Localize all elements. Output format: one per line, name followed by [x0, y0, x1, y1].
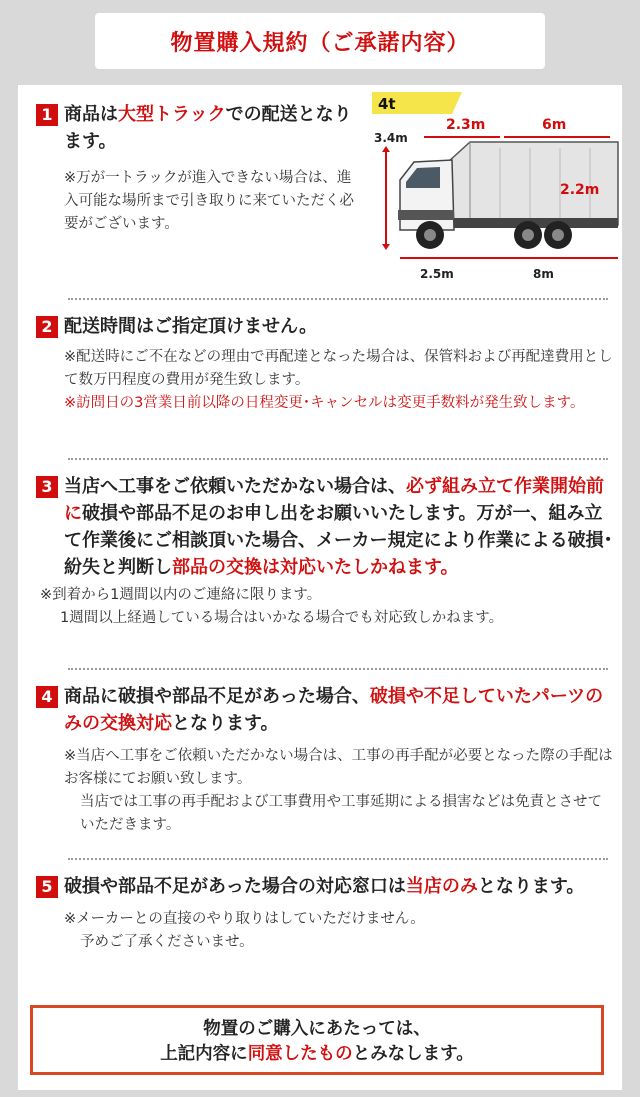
section-5-note-2: 予めご了承くださいませ。: [80, 934, 254, 950]
section-5-note-1: ※メーカーとの直接のやり取りはしていただけません。: [64, 911, 425, 927]
section-number-badge: 3: [36, 476, 58, 498]
truck-height-label: 3.4m: [374, 131, 408, 145]
divider: [68, 298, 608, 300]
section-1: [36, 101, 356, 236]
section-5: [36, 873, 616, 954]
cargo-height-label: 2.2m: [560, 182, 600, 198]
section-5-heading: 5 破損や部品不足があった場合の対応窓口は当店のみとなります。: [36, 873, 616, 900]
cargo-length-label: 6m: [542, 117, 567, 133]
section-2-note-2: ※訪問日の3営業日前以降の日程変更･キャンセルは変更手数料が発生致します。: [64, 395, 585, 411]
section-4-heading: 4 商品に破損や部品不足があった場合、破損や不足していたパーツのみの交換対応となります。: [36, 683, 616, 737]
section-2-note-1: ※配送時にご不在などの理由で再配達となった場合は、保管料および再配達費用として数万円程度の費用が発生致します。: [64, 349, 613, 388]
agreement-line-1: 物置のご購入にあたっては、: [203, 1019, 431, 1039]
section-1-note: ※万が一トラックが進入できない場合は、進入可能な場所まで引き取りに来ていただく必要がございます。: [64, 170, 354, 232]
section-4: [36, 683, 616, 837]
section-4-note-1: ※当店へ工事をご依頼いただかない場合は、工事の再手配が必要となった際の手配はお客様にてお願い致します。: [64, 748, 613, 787]
section-3-note-2: 1週間以上経過している場合はいかなる場合でも対応致しかねます。: [60, 610, 504, 626]
section-4-note-2: 当店では工事の再手配および工事費用や工事延期による損害などは免責とさせていただきます。: [80, 794, 602, 833]
section-number-badge: 5: [36, 876, 58, 898]
section-1-heading: 1 商品は大型トラックでの配送となります。: [36, 101, 356, 155]
agreement-notice: [30, 1005, 604, 1075]
section-3: [36, 473, 616, 630]
terms-card: [18, 85, 622, 1090]
agreement-line-2: 上記内容に同意したものとみなします。: [160, 1044, 474, 1064]
section-number-badge: 2: [36, 316, 58, 338]
page-title: 物置購入規約（ご承諾内容）: [95, 13, 545, 69]
cab-length-label: 2.3m: [446, 117, 486, 133]
divider: [68, 858, 608, 860]
total-length-label: 8m: [533, 267, 554, 281]
truck-tag-label: 4t: [378, 95, 396, 113]
wheelbase-label: 2.5m: [420, 267, 454, 281]
section-number-badge: 4: [36, 686, 58, 708]
section-3-note-1: ※到着から1週間以内のご連絡に限ります。: [40, 587, 322, 603]
divider: [68, 458, 608, 460]
truck-diagram: [370, 90, 620, 290]
section-number-badge: 1: [36, 104, 58, 126]
section-3-heading: 3 当店へ工事をご依頼いただかない場合は、必ず組み立て作業開始前に破損や部品不足のお申し出をお願いいたします。万が一、組み立て作業後にご相談頂いた場合、メーカー規定により作業による破損･紛失と判断し部品の交換は対応いたしかねます。: [36, 473, 616, 581]
section-2-heading: 2 配送時間はご指定頂けません。: [36, 313, 616, 340]
divider: [68, 668, 608, 670]
section-2: [36, 313, 616, 415]
